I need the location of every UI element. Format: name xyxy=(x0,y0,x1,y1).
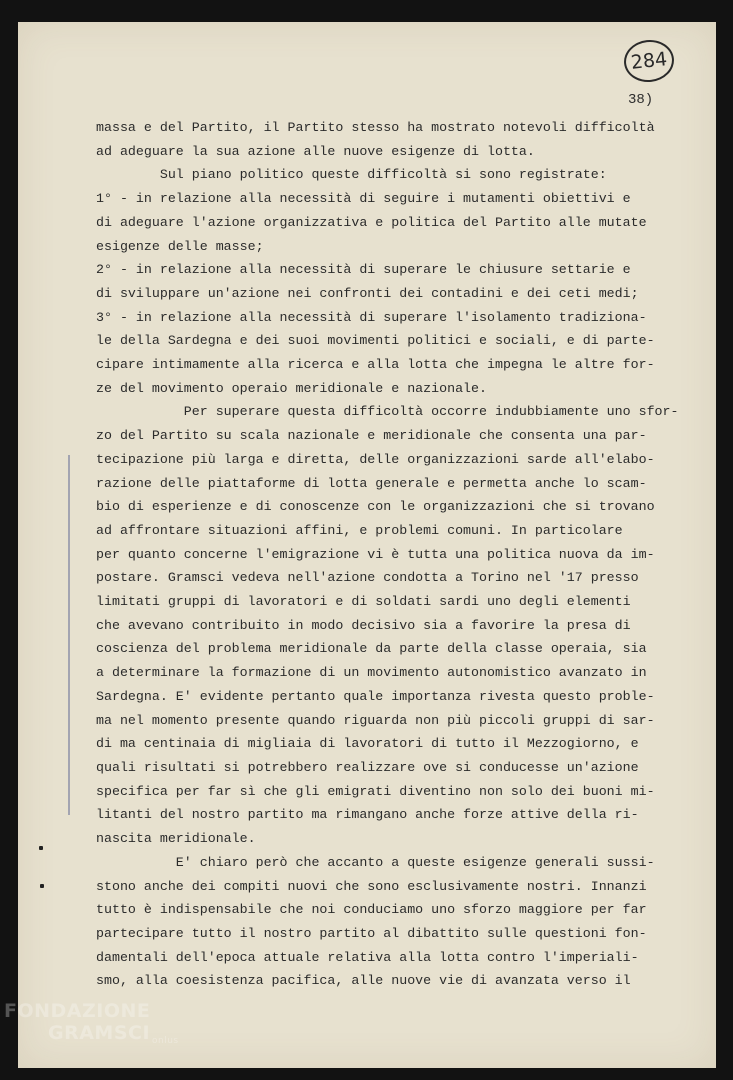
text-line: di ma centinaia di migliaia di lavoratori di tutto il Mezzogiorno, e xyxy=(96,736,639,752)
text-line: tecipazione più larga e diretta, delle organizzazioni sarde all'elabo- xyxy=(96,451,655,467)
watermark-line-1: FONDAZIONE xyxy=(4,1000,151,1022)
text-line: specifica per far sì che gli emigrati diventino non solo dei buoni mi- xyxy=(96,783,655,799)
text-line: quali risultati si potrebbero realizzare ove si conducesse un'azione xyxy=(96,759,639,775)
text-line: massa e del Partito, il Partito stesso ha mostrato notevoli difficoltà xyxy=(96,120,655,135)
text-line: ze del movimento operaio meridionale e nazionale. xyxy=(96,380,487,396)
text-line: tutto è indispensabile che noi conduciamo uno sforzo maggiore per far xyxy=(96,902,647,918)
text-line: per quanto concerne l'emigrazione vi è tutta una politica nuova da im- xyxy=(96,546,655,562)
text-line: E' chiaro però che accanto a queste esigenze generali sussi- xyxy=(96,854,655,870)
watermark-line-2: GRAMSCI xyxy=(48,1022,151,1044)
watermark-line-3: onlus xyxy=(152,1036,179,1046)
text-line: le della Sardegna e dei suoi movimenti politici e sociali, e di parte- xyxy=(96,333,655,349)
text-line: bio di esperienze e di conoscenze con le organizzazioni che si trovano xyxy=(96,499,655,515)
text-line: damentali dell'epoca attuale relativa alla lotta contro l'imperiali- xyxy=(96,949,639,965)
typewritten-text xyxy=(96,116,696,993)
text-line: Sardegna. E' evidente pertanto quale importanza rivesta questo proble- xyxy=(96,688,655,704)
text-line: razione delle piattaforme di lotta generale e permetta anche lo scam- xyxy=(96,475,647,491)
text-line: stono anche dei compiti nuovi che sono esclusivamente nostri. Innanzi xyxy=(96,878,647,894)
text-line: smo, alla coesistenza pacifica, alle nuove vie di avanzata verso il xyxy=(96,973,631,989)
watermark-logo xyxy=(4,1000,179,1046)
text-line: 2° - in relazione alla necessità di superare le chiusure settarie e xyxy=(96,262,631,278)
text-line: 1° - in relazione alla necessità di seguire i mutamenti obiettivi e xyxy=(96,191,631,207)
text-line: di adeguare l'azione organizzativa e politica del Partito alle mutate xyxy=(96,214,647,230)
margin-pencil-mark xyxy=(68,455,70,815)
text-line: Sul piano politico queste difficoltà si sono registrate: xyxy=(96,167,607,183)
text-line: che avevano contribuito in modo decisivo sia a favorire la presa di xyxy=(96,617,631,633)
archive-stamp-number: 284 xyxy=(629,48,669,74)
text-line: postare. Gramsci vedeva nell'azione condotta a Torino nel '17 presso xyxy=(96,570,639,586)
text-line: limitati gruppi di lavoratori e di soldati sardi uno degli elementi xyxy=(96,594,631,610)
text-line: a determinare la formazione di un movimento autonomistico avanzato in xyxy=(96,665,647,681)
text-line: ad affrontare situazioni affini, e problemi comuni. In particolare xyxy=(96,522,623,538)
text-line: ad adeguare la sua azione alle nuove esigenze di lotta. xyxy=(96,143,535,159)
text-line: esigenze delle masse; xyxy=(96,238,264,254)
margin-dot xyxy=(40,884,44,888)
margin-dot xyxy=(39,846,43,850)
text-line: nascita meridionale. xyxy=(96,831,256,847)
text-line: ma nel momento presente quando riguarda non più piccoli gruppi di sar- xyxy=(96,712,655,728)
text-line: partecipare tutto il nostro partito al dibattito sulle questioni fon- xyxy=(96,925,647,941)
text-line: di sviluppare un'azione nei confronti dei contadini e dei ceti medi; xyxy=(96,285,639,301)
text-line: coscienza del problema meridionale da parte della classe operaia, sia xyxy=(96,641,647,657)
text-line: litanti del nostro partito ma rimangano anche forze attive della ri- xyxy=(96,807,639,823)
text-line: Per superare questa difficoltà occorre indubbiamente uno sfor- xyxy=(96,404,679,420)
text-line: zo del Partito su scala nazionale e meridionale che consenta una par- xyxy=(96,428,647,444)
text-line: 3° - in relazione alla necessità di superare l'isolamento tradiziona- xyxy=(96,309,647,325)
page-number: 38) xyxy=(628,92,654,108)
text-line: cipare intimamente alla ricerca e alla lotta che impegna le altre for- xyxy=(96,357,655,373)
